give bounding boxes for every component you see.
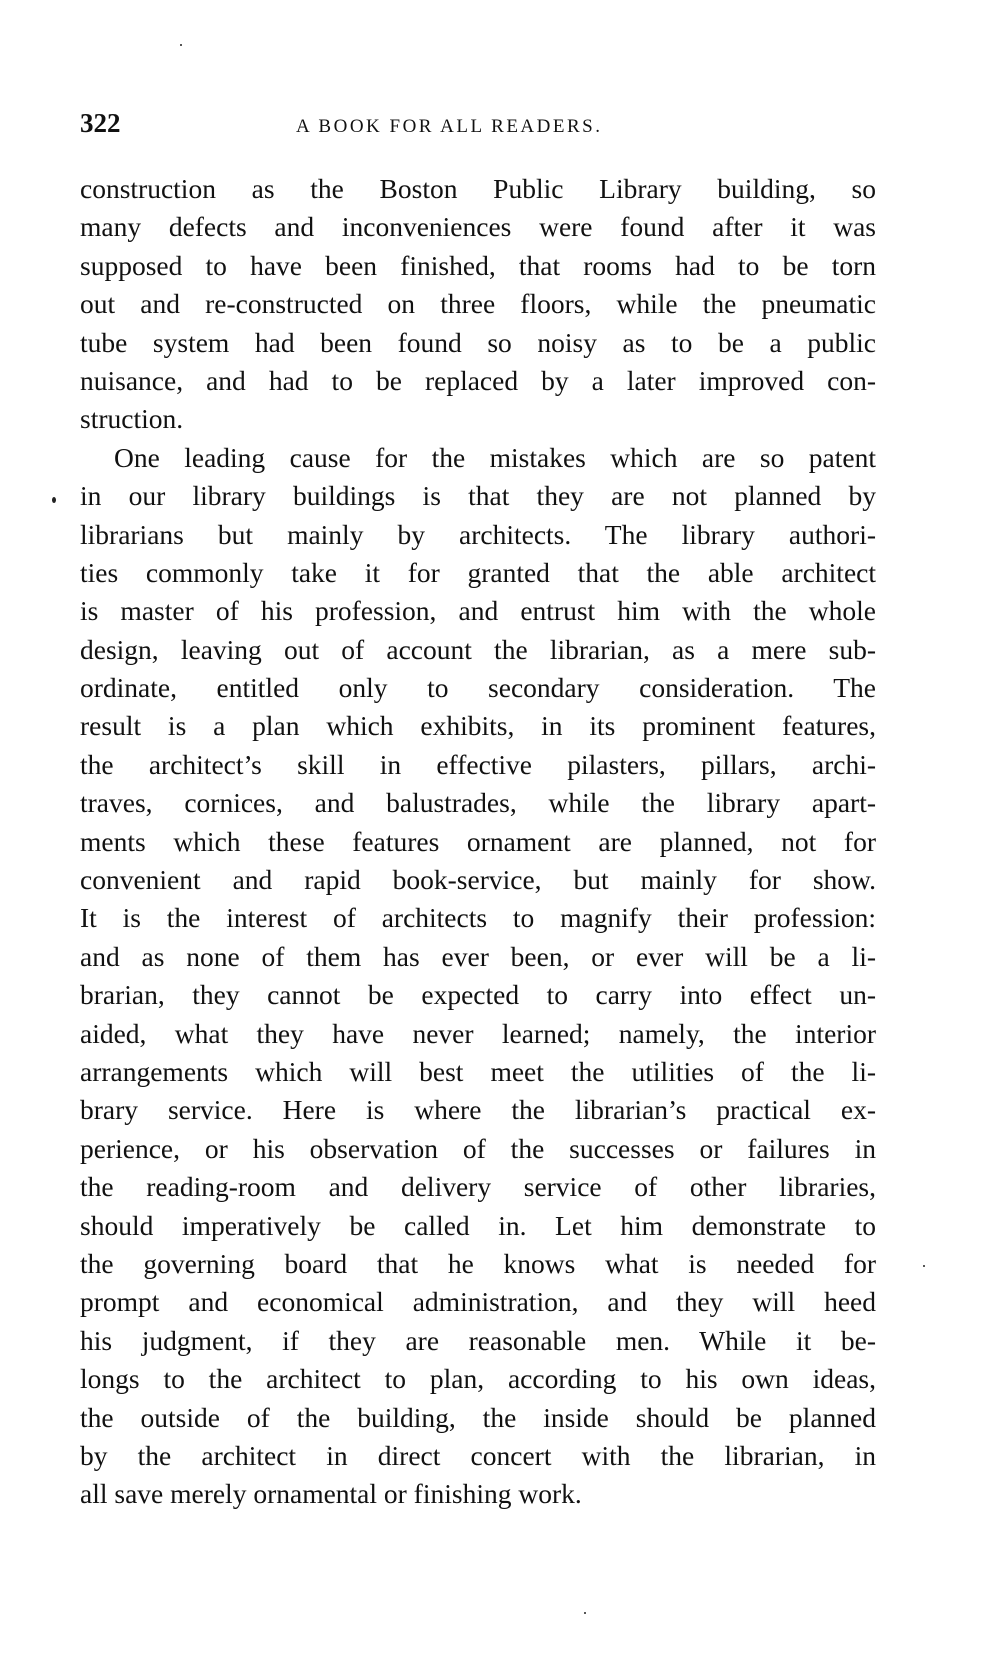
text-line: struction.: [80, 403, 184, 435]
paragraph-2: [80, 439, 876, 1514]
text-line: out and re-constructed on three floors, while the pneumatic: [80, 288, 876, 320]
text-line: design, leaving out of account the librarian, as a mere sub-: [80, 633, 876, 665]
text-line: longs to the architect to plan, according to his own ideas,: [80, 1363, 876, 1395]
page-number: 322: [80, 108, 121, 138]
text-line: construction as the Boston Public Library building, so: [80, 173, 876, 204]
text-line: ties commonly take it for granted that the able architect: [80, 556, 876, 588]
text-line: brary service. Here is where the librarian’s practical ex-: [80, 1094, 876, 1126]
body-text: [80, 170, 876, 1514]
scan-speck: [52, 497, 56, 503]
text-line: should imperatively be called in. Let him demonstrate to: [80, 1209, 876, 1241]
text-line: traves, cornices, and balustrades, while the library apart-: [80, 787, 876, 819]
text-line: arrangements which will best meet the utilities of the li-: [80, 1055, 876, 1087]
text-line: the governing board that he knows what is needed for: [80, 1247, 876, 1279]
text-line: brarian, they cannot be expected to carry into effect un-: [80, 979, 876, 1011]
text-line: the outside of the building, the inside should be planned: [80, 1401, 876, 1433]
scan-speck: [923, 1265, 925, 1267]
text-line: tube system had been found so noisy as to be a public: [80, 326, 876, 358]
text-line: result is a plan which exhibits, in its prominent features,: [80, 710, 876, 742]
scan-speck: [180, 44, 182, 46]
paragraph-1: [80, 170, 876, 439]
scan-speck: [584, 1612, 586, 1614]
text-line: the reading-room and delivery service of other libraries,: [80, 1171, 876, 1203]
text-line: It is the interest of architects to magnify their profession:: [80, 902, 876, 934]
text-line: his judgment, if they are reasonable men. While it be-: [80, 1324, 876, 1356]
text-line: convenient and rapid book-service, but mainly for show.: [80, 864, 876, 896]
text-line: librarians but mainly by architects. The library authori-: [80, 518, 876, 550]
text-line: aided, what they have never learned; namely, the interior: [80, 1017, 876, 1049]
text-line: supposed to have been finished, that rooms had to be torn: [80, 249, 876, 281]
text-line: ments which these features ornament are planned, not for: [80, 825, 876, 857]
text-line: many defects and inconveniences were found after it was: [80, 211, 876, 243]
text-line: in our library buildings is that they are not planned by: [80, 480, 876, 512]
text-line: and as none of them has ever been, or ever will be a li-: [80, 940, 876, 972]
text-line: prompt and economical administration, and they will heed: [80, 1286, 876, 1318]
text-line: ordinate, entitled only to secondary consideration. The: [80, 672, 876, 704]
text-line: nuisance, and had to be replaced by a later improved con-: [80, 364, 876, 396]
text-line: all save merely ornamental or finishing work.: [80, 1478, 582, 1510]
text-line: One leading cause for the mistakes which are so patent: [114, 441, 876, 473]
text-line: by the architect in direct concert with the librarian, in: [80, 1439, 876, 1471]
running-head: A BOOK FOR ALL READERS.: [296, 116, 603, 137]
text-line: the architect’s skill in effective pilasters, pillars, archi-: [80, 748, 876, 780]
page-header: [80, 108, 876, 144]
text-line: perience, or his observation of the successes or failures in: [80, 1132, 876, 1164]
text-line: is master of his profession, and entrust him with the whole: [80, 595, 876, 627]
